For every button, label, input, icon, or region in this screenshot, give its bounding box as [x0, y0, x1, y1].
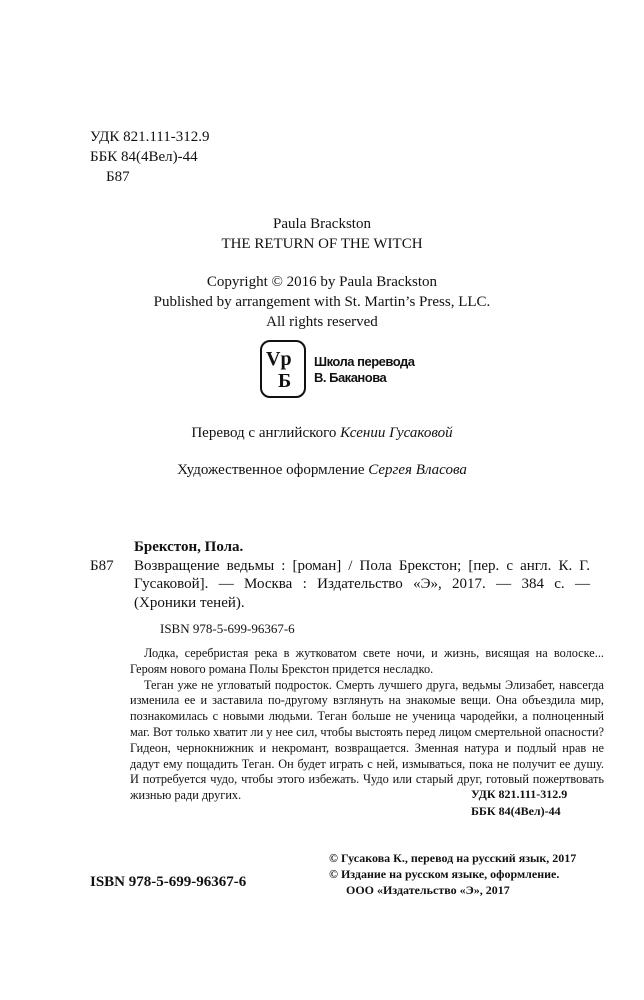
- copyright-block: [329, 850, 576, 898]
- logo-line-1: Школа перевода: [314, 354, 415, 369]
- annotation-paragraph: Лодка, серебристая река в жутковатом свете ночи, и жизнь, висящая на волоске... Героям нового романа Полы Брекстон придется несладко.: [130, 646, 604, 676]
- copyright-edition: © Издание на русском языке, оформление.: [329, 867, 560, 881]
- udk-code: УДК 821.111-312.9: [90, 129, 210, 145]
- rights-line: All rights reserved: [266, 314, 378, 330]
- annotation: [130, 646, 604, 804]
- catalog-entry: [90, 538, 590, 639]
- catalog-author: Брекстон, Пола.: [134, 539, 244, 555]
- bbk-code-bottom: ББК 84(4Вел)-44: [471, 804, 561, 818]
- logo-text: [314, 354, 414, 386]
- catalog-code: Б87: [90, 557, 114, 574]
- classification-block: [90, 127, 209, 187]
- catalog-text: Возвращение ведьмы : [роман] / Пола Брекстон; [пер. с англ. К. Г. Гусаковой]. — Москва : Издательство «Э», 2017. — 384 с. — (Хроники теней).: [134, 557, 590, 611]
- designer-name: Сергея Власова: [368, 462, 467, 478]
- logo-monogram-top: Vp: [266, 348, 292, 370]
- isbn-bottom: ISBN 978-5-699-96367-6: [90, 874, 247, 890]
- copyright-translation: © Гусакова К., перевод на русский язык, 2017: [329, 851, 577, 865]
- original-author: Paula Brackston: [273, 216, 371, 232]
- copyright-publisher: ООО «Издательство «Э», 2017: [346, 883, 510, 897]
- publisher-arrangement: Published by arrangement with St. Martin’s Press, LLC.: [153, 294, 491, 310]
- school-logo: [260, 340, 420, 398]
- bbk-code: ББК 84(4Вел)-44: [90, 149, 198, 165]
- logo-monogram-bottom: Б: [278, 370, 292, 392]
- translator-line: Перевод с английского Ксении Гусаковой: [191, 425, 453, 441]
- designer-line: Художественное оформление Сергея Власова: [177, 462, 467, 478]
- translator-name: Ксении Гусаковой: [340, 425, 453, 441]
- udk-code-bottom: УДК 821.111-312.9: [471, 787, 568, 801]
- logo-monogram-icon: [260, 340, 306, 398]
- logo-line-2: В. Баканова: [314, 370, 387, 385]
- catalog-description: [90, 557, 590, 613]
- annotation-paragraph: Теган уже не угловатый подросток. Смерть лучшего друга, ведьмы Элизабет, навсегда изменила ее и заставила по-другому взглянуть на знакомые вещи. Она объездила мир, познакомилась с новыми людьми. Теган больше не ученица чародейки, а полноценный маг. Вот только хватит ли у нее сил, чтобы выстоять перед лицом смертельной опасности? Гидеон, чернокнижник и некромант, возвращается. Зменная натура и подлый нрав не дадут ему пощадить Теган. Он будет играть с ней, измываться, пока не получит ее душу. И потребуется чудо, чтобы этого избежать. Чудо или старый друг, готовый пожертвовать жизнью ради других.: [130, 677, 604, 803]
- original-title: THE RETURN OF THE WITCH: [221, 236, 423, 252]
- author-sign: Б87: [106, 169, 130, 185]
- translation-credits: [0, 423, 644, 480]
- copyright-line: Copyright © 2016 by Paula Brackston: [206, 274, 438, 290]
- classification-bottom: [471, 786, 567, 820]
- catalog-isbn: ISBN 978-5-699-96367-6: [160, 621, 295, 636]
- original-credits: [0, 214, 644, 332]
